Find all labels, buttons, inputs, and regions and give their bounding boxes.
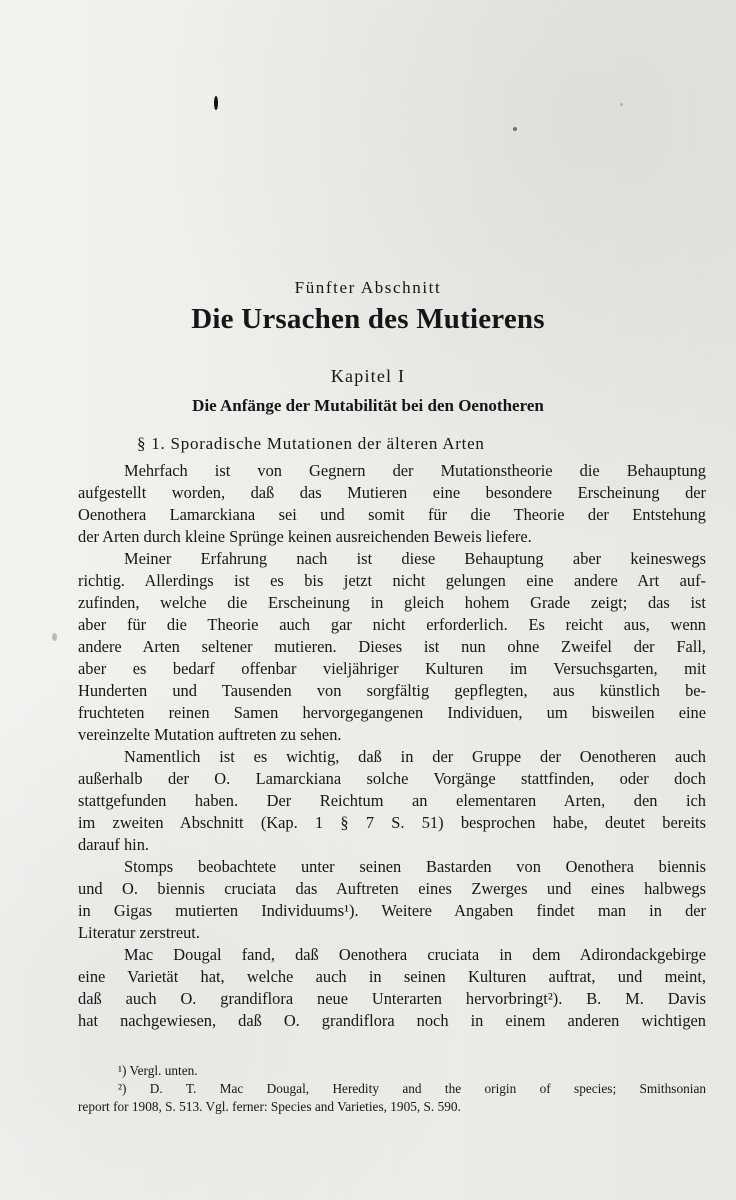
subsection-heading: § 1. Sporadische Mutationen der älteren Arten [137,434,485,453]
text-line: aufgestellt worden, daß das Mutieren eine besondere Erscheinung der [78,483,706,502]
text-line: vereinzelte Mutation auftreten zu sehen. [78,725,342,744]
text-line: Namentlich ist es wichtig, daß in der Gruppe der Oenotheren auch [124,747,706,766]
text-line: Meiner Erfahrung nach ist diese Behauptung aber keineswegs [124,549,706,568]
text-line: Hunderten und Tausenden von sorgfältig gepflegten, aus künstlich be- [78,681,706,700]
text-line: andere Arten seltener mutieren. Dieses ist nun ohne Zweifel der Fall, [78,637,706,656]
text-line: Oenothera Lamarckiana sei und somit für die Theorie der Entstehung [78,505,706,524]
text-line: richtig. Allerdings ist es bis jetzt nicht gelungen eine andere Art auf- [78,571,706,590]
section-title: Die Ursachen des Mutierens [191,303,545,335]
footnote-1: ¹) Vergl. unten. [118,1063,198,1078]
ink-speck [513,127,517,131]
text-line: darauf hin. [78,835,149,854]
chapter-title: Die Anfänge der Mutabilität bei den Oenotheren [192,396,544,415]
text-line: aber es bedarf offenbar vieljähriger Kulturen im Versuchsgarten, mit [78,659,706,678]
text-line: stattgefunden haben. Der Reichtum an elementaren Arten, den ich [78,791,706,810]
footnote-2: ²) D. T. Mac Dougal, Heredity and the origin of species; Smithsonian [118,1081,706,1096]
ink-speck [620,103,623,106]
text-line: eine Varietät hat, welche auch in seinen Kulturen auftrat, und meint, [78,967,706,986]
text-line: fruchteten reinen Samen hervorgegangenen Individuen, um bisweilen eine [78,703,706,722]
text-line: daß auch O. grandiflora neue Unterarten hervorbringt²). B. M. Davis [78,989,706,1008]
text-line: der Arten durch kleine Sprünge keinen ausreichenden Beweis liefere. [78,527,532,546]
text-line: zufinden, welche die Erscheinung in gleich hohem Grade zeigt; das ist [78,593,706,612]
text-line: im zweiten Abschnitt (Kap. 1 § 7 S. 51) besprochen habe, deutet bereits [78,813,706,832]
text-line: und O. biennis cruciata das Auftreten eines Zwerges und eines halbwegs [78,879,706,898]
text-line: in Gigas mutierten Individuums¹). Weitere Angaben findet man in der [78,901,706,920]
text-line: Literatur zerstreut. [78,923,200,942]
text-line: Mac Dougal fand, daß Oenothera cruciata in dem Adirondackgebirge [124,945,706,964]
ink-speck [214,96,218,110]
text-line: außerhalb der O. Lamarckiana solche Vorgänge stattfinden, oder doch [78,769,706,788]
text-line: Stomps beobachtete unter seinen Bastarden von Oenothera biennis [124,857,706,876]
footnote-2-continued: report for 1908, S. 513. Vgl. ferner: Species and Varieties, 1905, S. 590. [78,1099,461,1114]
text-line: Mehrfach ist von Gegnern der Mutationstheorie die Behauptung [124,461,706,480]
text-line: hat nachgewiesen, daß O. grandiflora noch in einem anderen wichtigen [78,1011,706,1030]
text-line: aber für die Theorie auch gar nicht erforderlich. Es reicht aus, wenn [78,615,706,634]
section-kicker: Fünfter Abschnitt [294,278,442,297]
chapter-label: Kapitel I [330,366,406,386]
ink-speck [52,633,57,641]
